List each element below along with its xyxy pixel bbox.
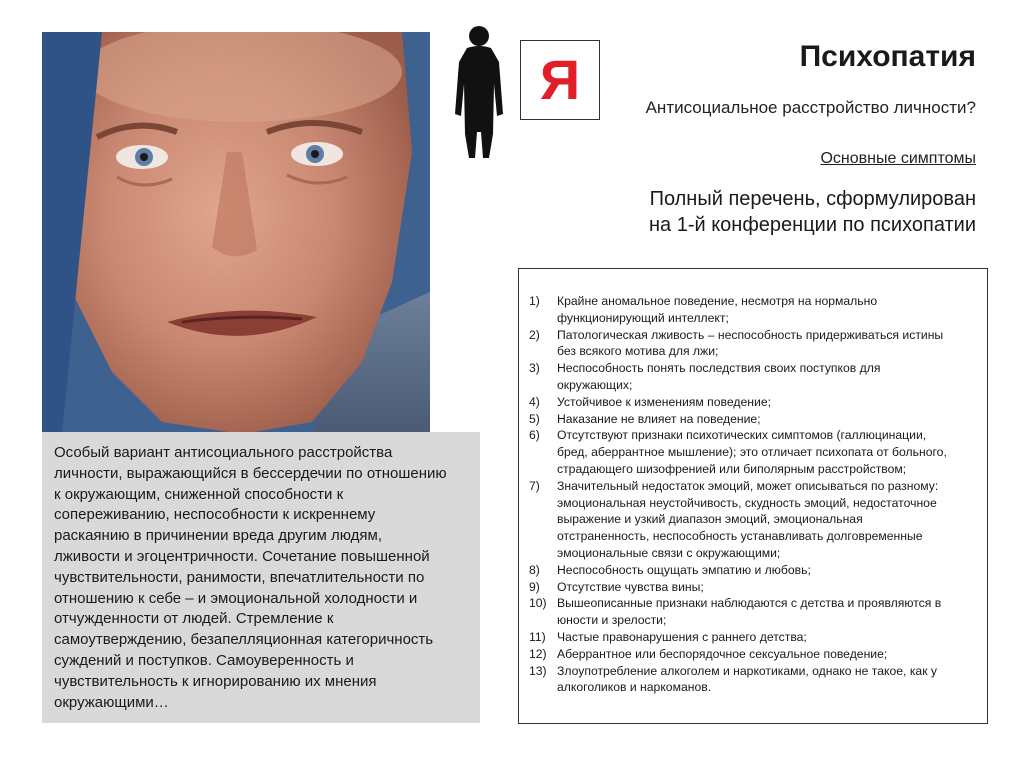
page-subtitle: Антисоциальное расстройство личности? <box>645 98 976 117</box>
list-item <box>529 629 975 646</box>
list-number: 7) <box>529 478 540 493</box>
list-number: 3) <box>529 361 540 376</box>
description-line: лживости и эгоцентричности. Сочетание повышенной <box>54 547 430 565</box>
list-item-line: Крайне аномальное поведение, несмотря на нормально <box>557 294 878 308</box>
list-item <box>529 562 975 579</box>
list-item-line: Патологическая лживость – неспособность придерживаться истины <box>557 327 944 342</box>
list-number: 8) <box>529 562 540 577</box>
list-item-line: Отсутствуют признаки психотических симптомов (галлюцинации, <box>557 428 927 443</box>
description-line: чувствительность к игнорированию их мнения <box>54 672 377 690</box>
list-item-line: юности и зрелости; <box>557 613 667 628</box>
list-item-line: выражение и узкий диапазон эмоций, эмоциональная <box>557 512 863 527</box>
list-item-line: Частые правонарушения с раннего детства; <box>557 629 807 644</box>
list-number: 13) <box>529 663 547 678</box>
description-line: личности, выражающийся в бессердечии по отношению <box>54 464 447 482</box>
list-item <box>529 327 975 361</box>
list-number: 10) <box>529 596 547 611</box>
portrait-photo <box>42 32 430 434</box>
list-item-line: Злоупотребление алкоголем и наркотиками, однако не такое, как у <box>557 663 938 678</box>
list-item-line: Устойчивое к изменениям поведение; <box>557 394 771 409</box>
list-number: 1) <box>529 294 540 308</box>
description-line: к окружающим, сниженной способности к <box>54 485 344 503</box>
symptoms-list <box>518 268 988 724</box>
list-item-line: Неспособность понять последствия своих поступков для <box>557 361 881 376</box>
summary-line: на 1-й конференции по психопатии <box>648 214 976 236</box>
list-item-line: эмоциональные связи с окружающими; <box>557 545 781 560</box>
list-number: 6) <box>529 428 540 443</box>
description-line: чувствительности, ранимости, впечатлительности по <box>54 568 425 586</box>
list-item <box>529 394 975 411</box>
description-line: отчужденности от людей. Стремление к <box>54 610 334 628</box>
symptoms-heading: Основные симптомы <box>820 150 976 167</box>
list-item-line: отстраненность, неспособность устанавливать долговременные <box>557 529 923 544</box>
face-illustration <box>42 32 430 434</box>
list-item <box>529 646 975 663</box>
list-item-line: страдающего шизофренией или биполярным расстройством; <box>557 461 907 476</box>
list-item <box>529 478 975 562</box>
list-item-line: алкоголиков и наркоманов. <box>557 680 712 695</box>
list-item-line: Значительный недостаток эмоций, может описываться по разному: <box>557 478 939 493</box>
list-item-line: Наказание не влияет на поведение; <box>557 411 761 426</box>
description-line: сопереживанию, неспособности к искреннему <box>54 506 376 524</box>
list-item <box>529 595 975 629</box>
list-number: 4) <box>529 394 540 409</box>
list-item <box>529 293 975 327</box>
list-item <box>529 411 975 428</box>
list-item <box>529 663 975 697</box>
list-item <box>529 579 975 596</box>
letter-badge-text: Я <box>539 48 581 111</box>
list-item-line: без всякого мотива для лжи; <box>557 344 719 359</box>
list-item-line: бред, аберрантное мышление); это отличает психопата от больного, <box>557 445 947 460</box>
list-item-line: Вышеописанные признаки наблюдаются с детства и проявляются в <box>557 596 942 611</box>
summary-text <box>556 186 976 238</box>
list-number: 12) <box>529 646 547 661</box>
description-line: отношению к себе – и эмоциональной холодности и <box>54 589 418 607</box>
summary-line: Полный перечень, сформулирован <box>649 188 976 210</box>
letter-badge <box>520 40 600 120</box>
description-line: раскаянию в причинении вреда другим людям, <box>54 527 383 545</box>
list-item-line: функционирующий интеллект; <box>557 310 729 325</box>
list-item <box>529 427 975 477</box>
list-number: 11) <box>529 629 546 644</box>
page-title: Психопатия <box>799 40 976 73</box>
person-silhouette-icon <box>453 24 505 160</box>
description-line: самоутверждению, безапелляционная категоричность <box>54 631 434 649</box>
list-number: 5) <box>529 411 540 426</box>
description-line: окружающими… <box>54 693 169 711</box>
list-item-line: окружающих; <box>557 377 633 392</box>
list-item <box>529 360 975 394</box>
list-item-line: Аберрантное или беспорядочное сексуальное поведение; <box>557 646 888 661</box>
description-box <box>42 432 480 723</box>
description-line: суждений и поступков. Самоуверенность и <box>54 651 354 669</box>
list-number: 9) <box>529 579 540 594</box>
list-number: 2) <box>529 327 540 342</box>
list-item-line: Неспособность ощущать эмпатию и любовь; <box>557 562 811 577</box>
description-line: Особый вариант антисоциального расстройства <box>54 444 393 461</box>
list-item-line: Отсутствие чувства вины; <box>557 579 704 594</box>
list-item-line: эмоциональная неустойчивость, скудность эмоций, недостаточное <box>557 495 937 510</box>
